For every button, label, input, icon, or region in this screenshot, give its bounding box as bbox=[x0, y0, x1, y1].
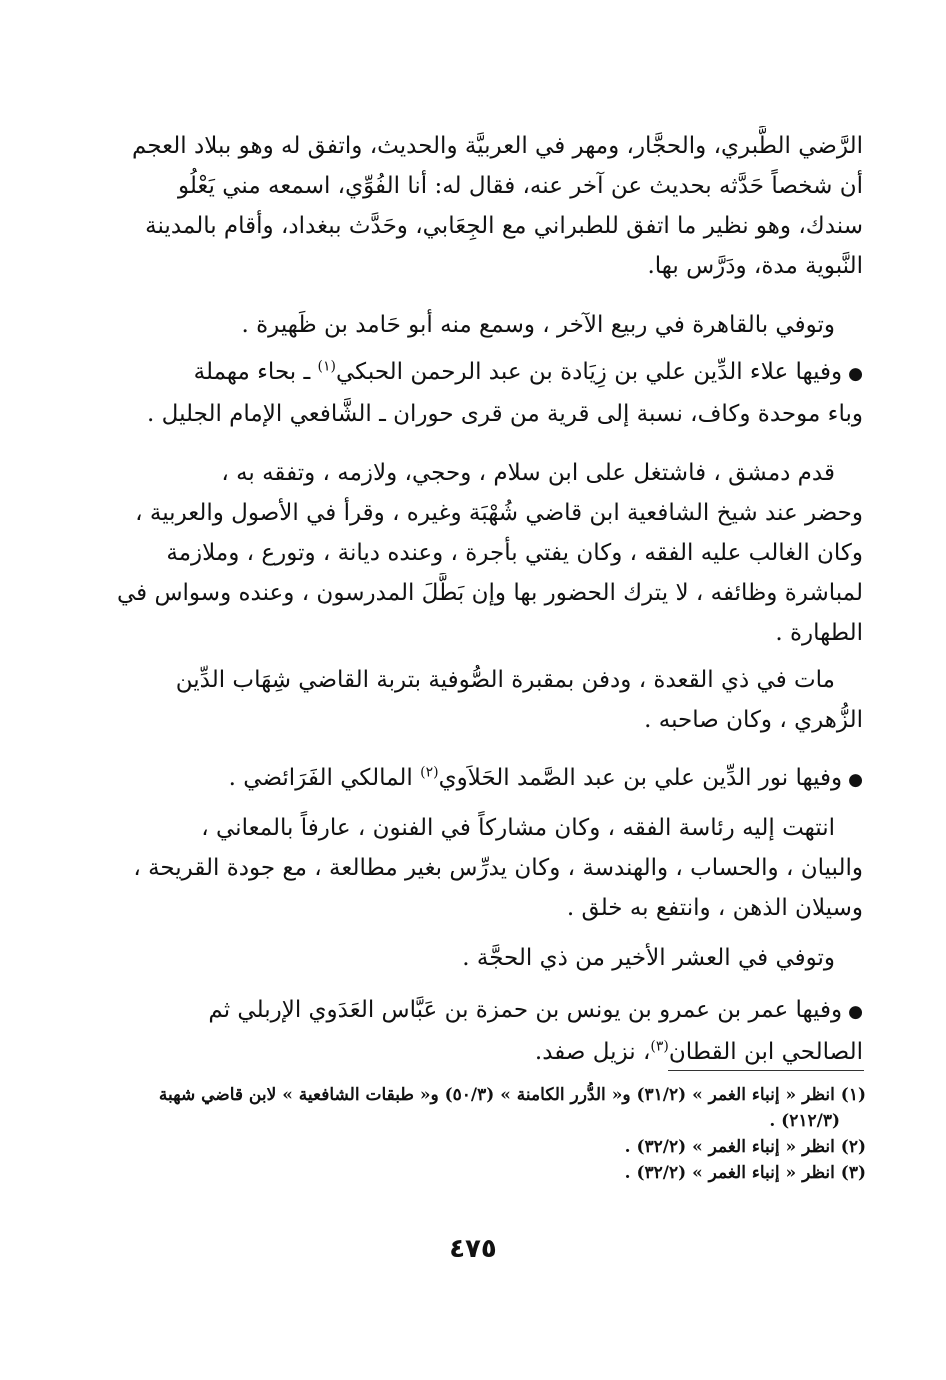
text-line: قدم دمشق ، فاشتغل على ابن سلام ، وحجي، ولازمه ، وتفقه به ، bbox=[221, 460, 835, 486]
text-line: الرَّضي الطَّبري، والحجَّار، ومهر في العربيَّة والحديث، واتفق له وهو ببلاد العجم bbox=[132, 133, 863, 159]
text-line: الزُّهري ، وكان صاحبه . bbox=[644, 707, 863, 733]
footnote-ref-3[interactable]: (٣) bbox=[650, 1038, 669, 1055]
entry-nur-aldin bbox=[108, 758, 863, 800]
paragraph-death-burial bbox=[108, 660, 863, 740]
entry-heading: وفيها نور الدِّين علي بن عبد الصَّمد الحَلاَوي bbox=[438, 765, 843, 791]
paragraph-biography-2 bbox=[108, 808, 863, 928]
text-line: وتوفي في العشر الأخير من ذي الحجَّة . bbox=[462, 945, 835, 971]
entry-heading-tail: ـ بحاء مهملة bbox=[193, 359, 318, 385]
bullet-icon: ● bbox=[848, 1002, 863, 1022]
entry-heading-tail: ، نزيل صفد. bbox=[534, 1039, 651, 1065]
entry-heading-cont: الصالحي ابن القطان bbox=[668, 1039, 863, 1065]
text-line: لمباشرة وظائفه ، لا يترك الحضور بها وإن بَطَّلَ المدرسون ، وعنده وسواس في bbox=[116, 580, 863, 606]
text-line: وتوفي بالقاهرة في ربيع الآخر ، وسمع منه أبو حَامد بن ظَهيرة . bbox=[241, 312, 835, 338]
text-line bbox=[108, 352, 863, 394]
text-line: وباء موحدة وكاف، نسبة إلى قرية من قرى حوران ـ الشَّافعي الإمام الجليل . bbox=[147, 401, 863, 427]
footnote-1-cont: (٢١٢/٣) . bbox=[769, 1111, 840, 1131]
footnote-1: (١) انظر « إنباء الغمر » (٣١/٢) و« الدُّرر الكامنة » (٥٠/٣) و« طبقات الشافعية » لابن قاضي شهبة bbox=[158, 1085, 866, 1105]
text-line bbox=[108, 990, 863, 1032]
text-line: سندك، وهو نظير ما اتفق للطبراني مع الجِعَابي، وحَدَّث ببغداد، وأقام بالمدينة bbox=[145, 213, 863, 239]
footnote-2: (٢) انظر « إنباء الغمر » (٣٢/٢) . bbox=[624, 1137, 866, 1157]
text-line: وسيلان الذهن ، وانتفع به خلق . bbox=[566, 895, 863, 921]
footnote-ref-1[interactable]: (١) bbox=[317, 358, 337, 375]
entry-alaa-aldin bbox=[108, 352, 863, 434]
entry-heading-tail: المالكي الفَرَائضي . bbox=[228, 765, 421, 791]
text-line: أن شخصاً حَدَّثه بحديث عن آخر عنه، فقال له: أنا الفُوِّي، اسمعه مني يَعْلُو bbox=[177, 173, 863, 199]
text-line: وحضر عند شيخ الشافعية ابن قاضي شُهْبَة وغيره ، وقرأ في الأصول والعربية ، bbox=[135, 500, 863, 526]
text-line: والبيان ، والحساب ، والهندسة ، وكان يدرِّس بغير مطالعة ، مع جودة القريحة ، bbox=[133, 855, 863, 881]
paragraph-death-note bbox=[108, 305, 863, 345]
text-line bbox=[108, 1032, 863, 1072]
page-number: ٤٧٥ bbox=[449, 1234, 497, 1264]
text-line: الطهارة . bbox=[775, 620, 863, 646]
text-line: انتهت إليه رئاسة الفقه ، وكان مشاركاً في الفنون ، عارفاً بالمعاني ، bbox=[201, 815, 835, 841]
footnote-ref-2[interactable]: (٢) bbox=[420, 764, 439, 781]
paragraph-biography bbox=[108, 453, 863, 653]
text-line: وكان الغالب عليه الفقه ، وكان يفتي بأجرة ، وعنده ديانة ، وتورع ، وملازمة bbox=[166, 540, 863, 566]
bullet-icon: ● bbox=[848, 364, 863, 384]
footnotes bbox=[108, 1082, 866, 1186]
entry-heading: وفيها عمر بن عمرو بن يونس بن حمزة بن عَبَّاس العَدَوي الإربلي ثم bbox=[208, 997, 843, 1023]
entry-umar-ibn-amr bbox=[108, 990, 863, 1072]
paragraph-continuation bbox=[108, 126, 863, 286]
footnote-divider bbox=[668, 1070, 864, 1071]
text-line bbox=[108, 758, 863, 800]
paragraph-death-note-2 bbox=[108, 938, 863, 978]
entry-heading: وفيها علاء الدِّين علي بن زِيَادة بن عبد الرحمن الحبكي bbox=[336, 359, 843, 385]
footnote-3: (٣) انظر « إنباء الغمر » (٣٢/٢) . bbox=[624, 1163, 866, 1183]
text-line: مات في ذي القعدة ، ودفن بمقبرة الصُّوفية بتربة القاضي شِهَاب الدِّين bbox=[175, 667, 835, 693]
text-line: النَّبوية مدة، ودَرَّس بها. bbox=[647, 253, 863, 279]
bullet-icon: ● bbox=[848, 770, 863, 790]
